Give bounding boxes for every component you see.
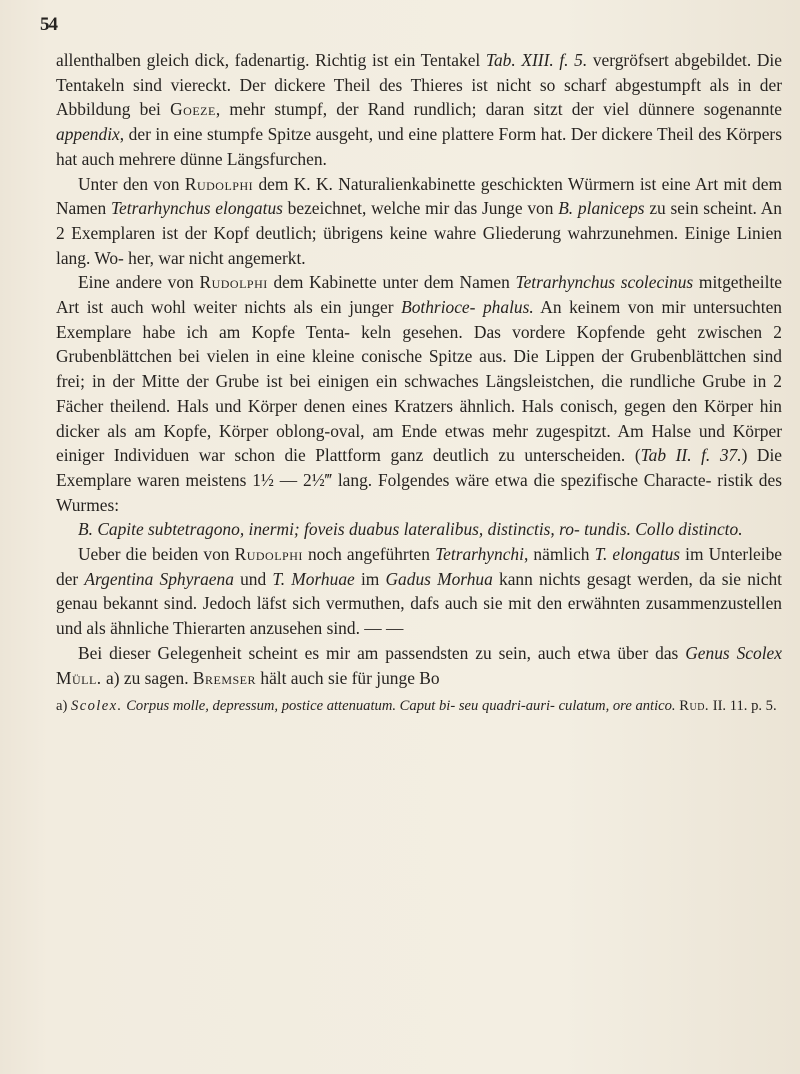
text-run: noch angeführten <box>302 544 436 565</box>
text-run: Tetrarhynchus scolecinus <box>515 272 694 293</box>
text-run: Rudolphi <box>234 544 303 565</box>
paragraph-tentakel <box>56 48 782 172</box>
text-run: Goeze <box>170 99 216 120</box>
text-run: , nämlich <box>523 544 595 565</box>
text-run: Tetrarhynchi <box>435 544 524 565</box>
text-run: dem K. K. Naturalienkabinette geschickten Würmern ist eine Art mit dem Namen <box>56 173 782 219</box>
text-run: Tab. XIII. f. 5. <box>485 50 588 70</box>
paragraph-latin-diagnosis <box>56 517 782 542</box>
text-run: II. 11. p. 5. <box>709 698 777 715</box>
text-run: im Unterleibe der <box>56 544 783 589</box>
text-run: Rud. <box>679 698 710 715</box>
text-run: Ueber die beiden von <box>78 544 235 565</box>
text-run: B. planiceps <box>558 198 645 219</box>
text-run: , der in eine stumpfe Spitze ausgeht, und eine plattere Form hat. Der dickere Theil des Körpers hat auch mehrere dünne Längsfurchen. <box>56 124 782 169</box>
text-run: T. elongatus <box>594 544 681 565</box>
paragraph-tetrarhynchus-scolecinus <box>56 270 782 517</box>
text-run: Eine andere von <box>78 272 200 293</box>
text-run: im <box>354 568 386 589</box>
text-run: Rudolphi <box>199 272 268 293</box>
text-run: mitgetheilte Art ist auch wohl weiter nichts als ein junger <box>56 272 782 318</box>
text-run: Rudolphi <box>184 173 254 194</box>
footnote <box>56 696 782 716</box>
text-run: Bremser <box>192 667 257 688</box>
text-run: und <box>233 568 273 589</box>
text-run: appendix <box>56 124 120 145</box>
text-run: T. Morhuae <box>272 568 355 589</box>
page-number: 54 <box>40 14 57 35</box>
paragraph-tetrarhynchus-elongatus <box>56 172 782 271</box>
text-run: Argentina Sphyraena <box>84 568 234 589</box>
text-run: Müll. <box>56 667 102 688</box>
text-run: Genus Scolex <box>685 642 782 663</box>
text-run: , mehr stumpf, der Rand rundlich; daran sitzt der viel dünnere sogenannte <box>215 99 783 120</box>
text-run: Corpus molle, depressum, postice attenuatum. Caput bi- seu quadri-auri- culatum, ore antico. <box>126 698 676 715</box>
text-run: kann nichts gesagt werden, da sie nicht genau bekannt sind. Jedoch läfst sich vermuthen, dafs auch sie mit den erwähnten zusammenzustellen und als ähnliche Thierarten anzusehen sind. — — <box>56 568 782 639</box>
text-run: allenthalben gleich dick, fadenartig. Richtig ist ein Tentakel <box>56 50 486 70</box>
text-run: Unter den von <box>78 173 185 194</box>
text-run: Tetrarhynchus elongatus <box>110 198 283 219</box>
text-run: bezeichnet, welche mir das Junge von <box>282 198 559 219</box>
paragraph-other-tetrarhynchi <box>56 542 782 641</box>
text-run: Bei dieser Gelegenheit scheint es mir am passendsten zu sein, auch etwa über das <box>78 642 686 663</box>
text-run: hält auch sie für junge Bo <box>256 667 440 688</box>
text-run: Bothrioce- phalus. <box>401 297 534 318</box>
text-run: vergröfsert abgebildet. Die Tentakeln sind viereckt. Der dickere Theil des Thieres ist nicht so scharf abgestumpft als in der Abbildung bei <box>56 50 782 120</box>
paragraph-genus-scolex <box>56 641 782 690</box>
text-run: zu sein scheint. An 2 Exemplaren ist der Kopf deutlich; übrigens keine wahre Gliederung wahrzunehmen. Einige Linien lang. Wo- her, war nicht angemerkt. <box>56 198 782 268</box>
text-run: a) zu sagen. <box>101 667 193 688</box>
text-run: Scolex. <box>71 698 123 715</box>
text-run: Tab II. f. 37. <box>640 445 742 466</box>
text-run: dem Kabinette unter dem Namen <box>267 272 516 293</box>
text-run: An keinem von mir untersuchten Exemplare habe ich am Kopfe Tenta- keln gesehen. Das vordere Kopfende geht zwischen 2 Grubenblättchen bei vielen in eine kleine conische Spitze aus. Die Lippen der Grubenblättchen sind frei; in der Mitte der Grube ist bei einigen ein schwaches Längsleistchen, die rundliche Grube in 2 Fächer theilend. Hals und Körper denen eines Kratzers ähnlich. Hals conisch, gegen den Körper hin dicker als am Kopfe, Körper oblong-oval, am Ende etwas mehr zugespitzt. Am Halse und Körper einiger Individuen war schon die Plattform ganz deutlich zu unterscheiden. ( <box>56 297 782 466</box>
text-run: ) Die Exemplare waren meistens 1½ — 2½‴ lang. Folgendes wäre etwa die spezifische Characte- ristik des Wurmes: <box>56 445 783 515</box>
body-text <box>56 48 782 716</box>
text-run: B. Capite subtetragono, inermi; foveis duabus lateralibus, distinctis, ro- tundis. Collo distincto. <box>78 519 743 540</box>
text-run: Gadus Morhua <box>385 568 493 589</box>
text-run: a) <box>56 698 71 715</box>
